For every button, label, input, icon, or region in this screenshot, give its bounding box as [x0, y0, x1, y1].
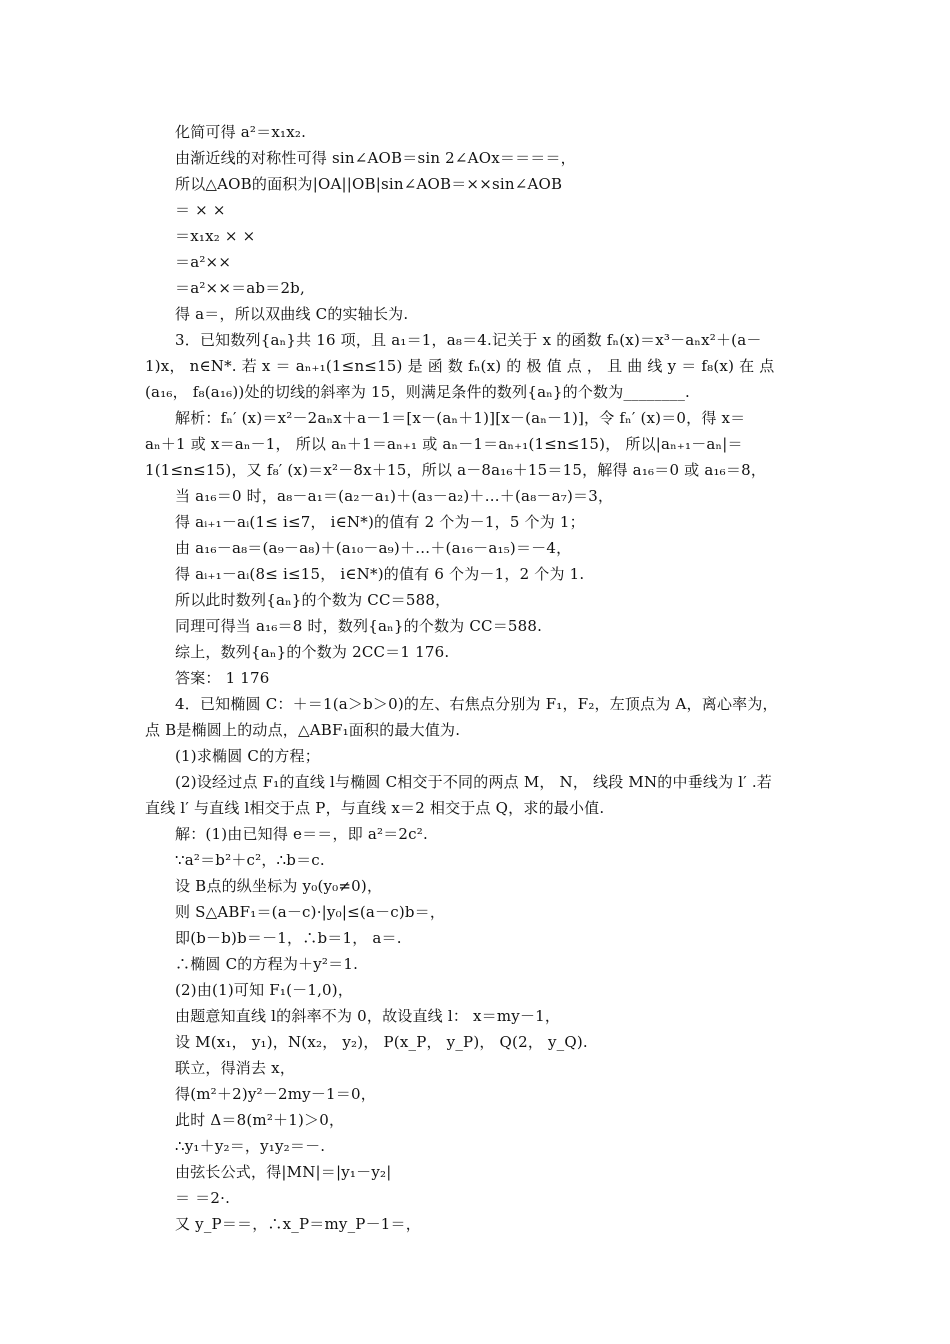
problem-4-line: 4．已知椭圆 C：＋＝1(a＞b＞0)的左、右焦点分别为 F₁，F₂，左顶点为 A，离心率为， [175, 695, 778, 713]
solution-line: 此时 Δ＝8(m²＋1)＞0， [175, 1111, 345, 1129]
solution-line: ∴y₁＋y₂＝，y₁y₂＝－. [175, 1137, 326, 1155]
solution-line: 设 B点的纵坐标为 y₀(y₀≠0)， [175, 877, 383, 895]
solution-line: 设 M(x₁， y₁)，N(x₂， y₂)， P(x_P， y_P)， Q(2， y_Q). [175, 1033, 588, 1051]
problem-3-line: 3．已知数列{aₙ}共 16 项，且 a₁＝1，a₈＝4.记关于 x 的函数 fₙ(x)＝x³－aₙx²＋(a－ [175, 331, 762, 349]
solution-line: 由 a₁₆－a₈＝(a₉－a₈)＋(a₁₀－a₉)＋…＋(a₁₆－a₁₅)＝－4， [175, 539, 572, 557]
text-line: ＝a²××＝ab＝2b, [175, 279, 305, 297]
problem-3-line: (a₁₆， f₈(a₁₆))处的切线的斜率为 15，则满足条件的数列{aₙ}的个数为________. [145, 383, 691, 401]
solution-line: 联立，得消去 x， [175, 1059, 296, 1077]
text-line: ＝a²×× [175, 253, 232, 271]
solution-line: 由题意知直线 l的斜率不为 0，故设直线 l： x＝my－1， [175, 1007, 561, 1025]
solution-line: aₙ＋1 或 x＝aₙ－1， 所以 aₙ＋1＝aₙ₊₁ 或 aₙ－1＝aₙ₊₁(1≤n≤15)， 所以|aₙ₊₁－aₙ|＝ [145, 435, 743, 453]
solution-line: ∴椭圆 C的方程为＋y²＝1. [175, 955, 359, 973]
solution-line: 同理可得当 a₁₆＝8 时，数列{aₙ}的个数为 CC＝588. [175, 617, 543, 635]
solution-line: 得(m²＋2)y²－2my－1＝0， [175, 1085, 376, 1103]
solution-line: 解析：fₙ′ (x)＝x²－2aₙx＋a－1＝[x－(aₙ＋1)][x－(aₙ－1)]，令 fₙ′ (x)＝0，得 x＝ [175, 409, 746, 427]
problem-4-line: (2)设经过点 F₁的直线 l与椭圆 C相交于不同的两点 M， N， 线段 MN的中垂线为 l′ .若 [175, 773, 772, 791]
text-line: 化简可得 a²＝x₁x₂. [175, 123, 307, 141]
solution-line: 综上，数列{aₙ}的个数为 2CC＝1 176. [175, 643, 450, 661]
answer-line: 答案： 1 176 [175, 669, 270, 687]
text-line: 得 a＝，所以双曲线 C的实轴长为. [175, 305, 409, 323]
text-line: 所以△AOB的面积为|OA||OB|sin∠AOB＝××sin∠AOB [175, 175, 563, 193]
text-line: 由渐近线的对称性可得 sin∠AOB＝sin 2∠AOx＝＝＝＝， [175, 149, 576, 167]
solution-line: 得 aᵢ₊₁－aᵢ(8≤ i≤15， i∈N*)的值有 6 个为－1，2 个为 1. [175, 565, 585, 583]
solution-line: 即(b－b)b＝－1，∴b＝1， a＝. [175, 929, 402, 947]
solution-line: 又 y_P＝＝，∴x_P＝my_P－1＝， [175, 1215, 421, 1233]
problem-4-line: 点 B是椭圆上的动点，△ABF₁面积的最大值为. [145, 721, 461, 739]
solution-line: 1(1≤n≤15)，又 f₈′ (x)＝x²－8x＋15，所以 a－8a₁₆＋15＝15，解得 a₁₆＝0 或 a₁₆＝8， [145, 461, 767, 479]
text-line: ＝x₁x₂ × × [175, 227, 256, 245]
problem-3-line: 1)x， n∈N*. 若 x ＝ aₙ₊₁(1≤n≤15) 是 函 数 fₙ(x) 的 极 值 点 ， 且 曲 线 y ＝ f₈(x) 在 点 [145, 357, 775, 375]
solution-line: 由弦长公式，得|MN|＝|y₁－y₂| [175, 1163, 392, 1181]
solution-line: 当 a₁₆＝0 时，a₈－a₁＝(a₂－a₁)＋(a₃－a₂)＋…＋(a₈－a₇)＝3， [175, 487, 614, 505]
text-line: ＝ × × [175, 201, 226, 219]
solution-line: ∵a²＝b²＋c²，∴b＝c. [175, 851, 325, 869]
solution-line: 得 aᵢ₊₁－aᵢ(1≤ i≤7， i∈N*)的值有 2 个为－1，5 个为 1； [175, 513, 585, 531]
problem-4-line: 直线 l′ 与直线 l相交于点 P，与直线 x＝2 相交于点 Q，求的最小值. [145, 799, 605, 817]
solution-line: (2)由(1)可知 F₁(－1,0)， [175, 981, 354, 999]
solution-line: 则 S△ABF₁＝(a－c)·|y₀|≤(a－c)b＝， [175, 903, 446, 921]
solution-line: 解：(1)由已知得 e＝＝，即 a²＝2c². [175, 825, 428, 843]
solution-line: 所以此时数列{aₙ}的个数为 CC＝588， [175, 591, 451, 609]
problem-4-line: (1)求椭圆 C的方程； [175, 747, 320, 765]
solution-line: ＝ ＝2·. [175, 1189, 231, 1207]
